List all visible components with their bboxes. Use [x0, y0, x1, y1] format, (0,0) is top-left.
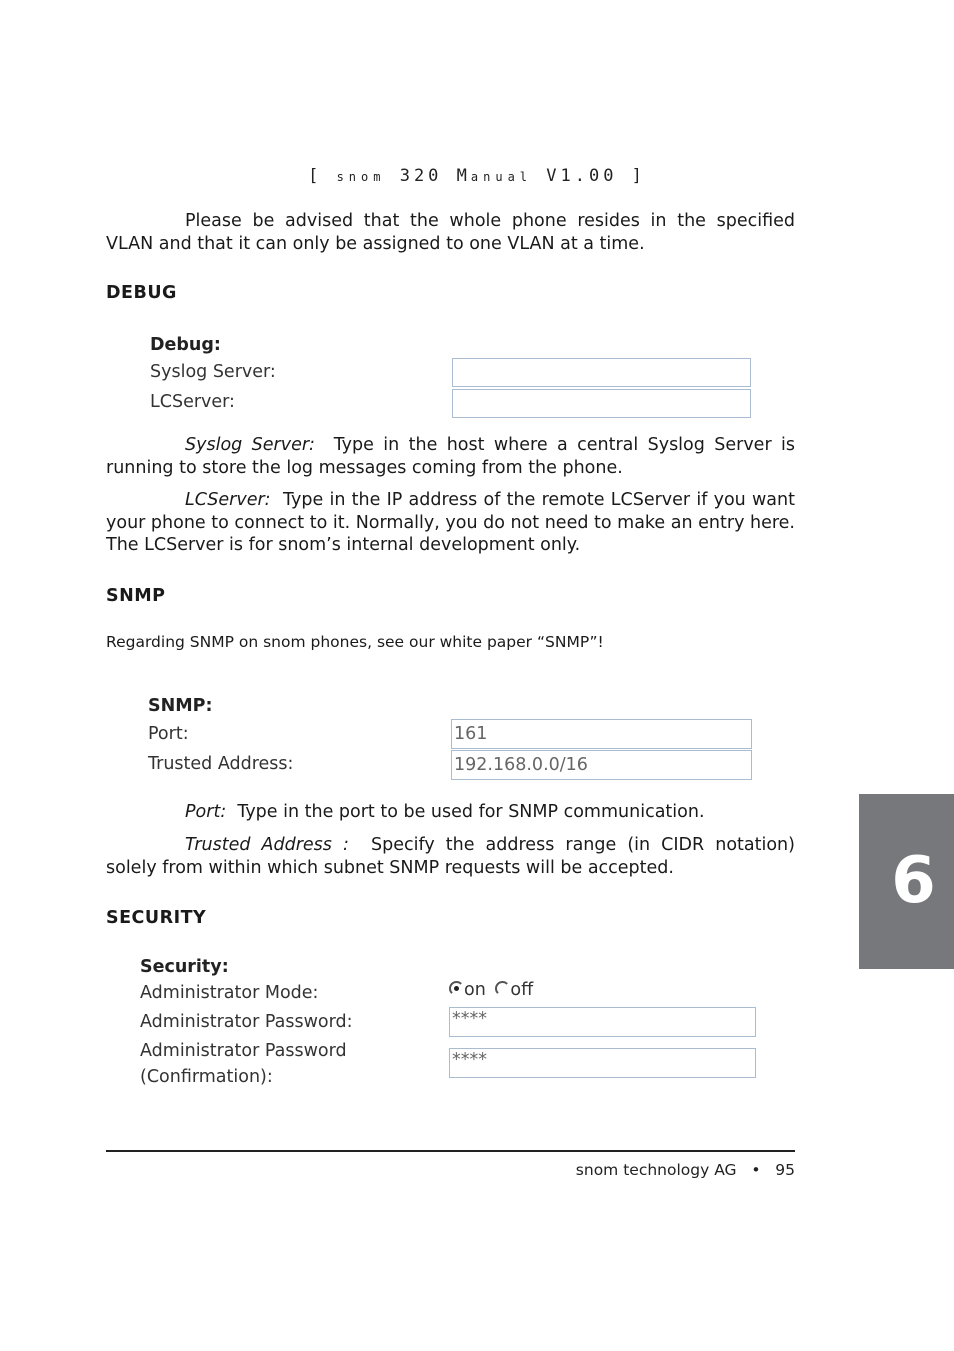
admin-mode-off-radio[interactable]	[495, 981, 510, 996]
debug-settings-panel	[150, 334, 760, 424]
snmp-port-input[interactable]: 161	[451, 719, 752, 749]
footer-rule	[106, 1150, 795, 1152]
syslog-description: Syslog Server: Type in the host where a central Syslog Server is running to store the log messages coming from the phone.	[106, 435, 795, 478]
snmp-settings-panel	[148, 695, 758, 785]
header-version: V1.00 ]	[532, 166, 646, 186]
footer-company: snom technology AG	[575, 1161, 737, 1179]
lcserver-description: LCServer: Type in the IP address of the remote LCServer if you want your phone to connect to it. Normally, you do not need to make an entry here. The LCServer is for snom’s internal development only.	[106, 490, 795, 555]
admin-mode-on-label[interactable]: on	[464, 980, 486, 1000]
snmp-note: Regarding SNMP on snom phones, see our white paper “SNMP”!	[106, 633, 604, 651]
admin-password-input[interactable]: ****	[449, 1007, 756, 1037]
port-term: Port:	[185, 802, 227, 822]
syslog-server-input[interactable]	[452, 358, 751, 387]
footer-bullet: •	[751, 1161, 761, 1179]
chapter-tab: 6	[859, 794, 954, 969]
admin-mode-off-label[interactable]: off	[510, 980, 534, 1000]
security-heading: SECURITY	[106, 908, 207, 928]
lcserver-label: LCServer:	[150, 392, 235, 412]
snmp-port-label: Port:	[148, 724, 189, 744]
syslog-term: Syslog Server:	[185, 435, 315, 455]
intro-paragraph: Please be advised that the whole phone resides in the specified VLAN and that it can only be assigned to one VLAN at a time.	[106, 211, 795, 254]
lcserver-term: LCServer:	[185, 490, 271, 510]
admin-mode-radio-group	[449, 980, 533, 1000]
page-footer	[576, 1161, 795, 1179]
syslog-server-label: Syslog Server:	[150, 362, 276, 382]
debug-panel-title: Debug:	[150, 335, 221, 355]
security-settings-panel	[140, 956, 760, 1096]
trusted-address-description: Trusted Address : Specify the address range (in CIDR notation) solely from within which subnet SNMP requests will be accepted.	[106, 835, 795, 878]
debug-heading: DEBUG	[106, 283, 177, 303]
running-header: [ snom 320 Manual V1.00 ]	[308, 166, 646, 186]
admin-password-label: Administrator Password:	[140, 1012, 353, 1032]
trusted-address-input[interactable]: 192.168.0.0/16	[451, 750, 752, 780]
snmp-heading: SNMP	[106, 586, 166, 606]
trusted-address-term: Trusted Address :	[185, 835, 349, 855]
port-description: Port: Type in the port to be used for SNMP communication.	[185, 802, 705, 822]
admin-password-confirm-label-line2: (Confirmation):	[140, 1067, 273, 1087]
trusted-address-label: Trusted Address:	[148, 754, 294, 774]
security-panel-title: Security:	[140, 957, 229, 977]
header-brand: snom	[336, 170, 386, 184]
admin-mode-on-radio[interactable]	[449, 981, 464, 996]
snmp-panel-title: SNMP:	[148, 696, 213, 716]
page-number: 95	[775, 1161, 795, 1179]
admin-password-confirm-input[interactable]: ****	[449, 1048, 756, 1078]
admin-password-confirm-label-line1: Administrator Password	[140, 1041, 347, 1061]
lcserver-input[interactable]	[452, 389, 751, 418]
admin-mode-label: Administrator Mode:	[140, 983, 319, 1003]
